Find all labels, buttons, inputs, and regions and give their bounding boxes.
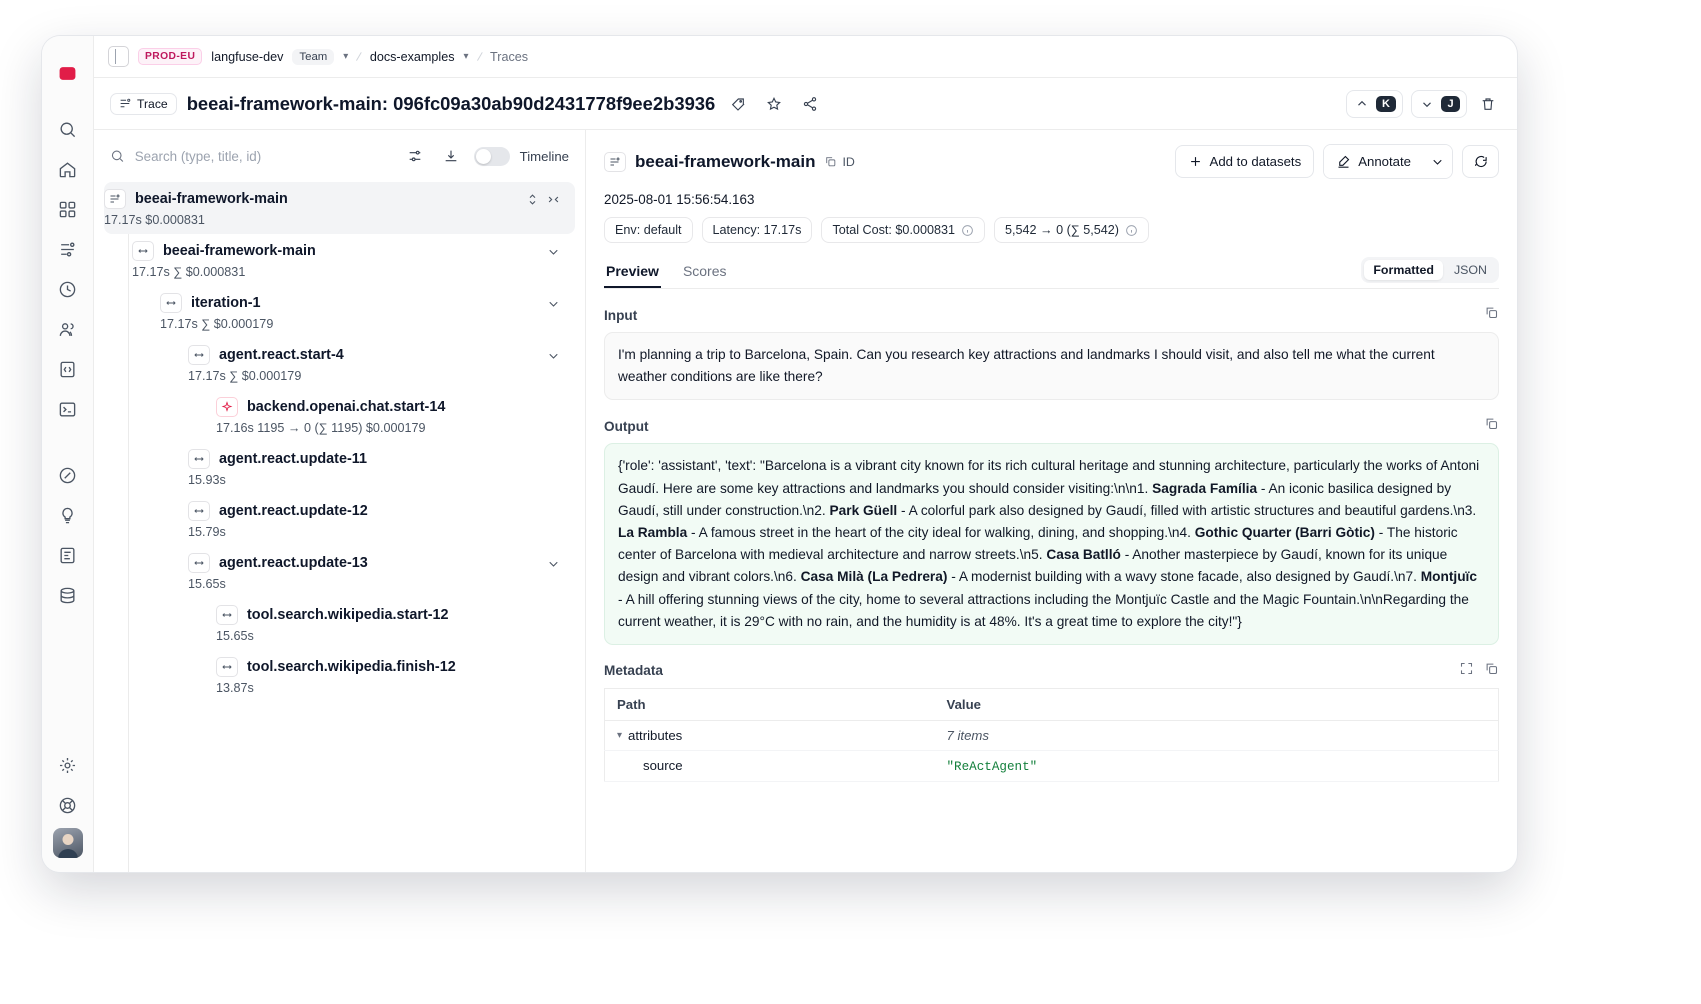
collapse-all-icon[interactable] — [546, 192, 561, 207]
arrows-icon — [188, 553, 210, 573]
stat-badge — [702, 217, 813, 243]
lightbulb-icon[interactable] — [51, 498, 85, 532]
tree-node-label: agent.react.start-4 — [219, 347, 344, 363]
metadata-path: source — [643, 758, 683, 774]
trace-header — [94, 78, 1517, 130]
support-icon[interactable] — [51, 788, 85, 822]
next-trace-button[interactable] — [1411, 90, 1467, 118]
users-icon[interactable] — [51, 312, 85, 346]
metadata-header-row — [605, 688, 1499, 720]
team-chip: Team — [292, 49, 334, 65]
copy-input-icon[interactable] — [1484, 305, 1499, 325]
tree-node-label: beeai-framework-main — [135, 191, 288, 207]
tree-node-label: iteration-1 — [191, 295, 261, 311]
tree-node[interactable] — [160, 286, 575, 338]
chevron-down-icon — [1430, 154, 1445, 169]
expand-metadata-icon[interactable] — [1459, 661, 1474, 681]
table-row[interactable] — [605, 720, 1499, 750]
arrows-icon — [188, 345, 210, 365]
key-previous: K — [1376, 96, 1396, 112]
history-icon[interactable] — [51, 272, 85, 306]
copy-metadata-icon[interactable] — [1484, 661, 1499, 681]
main-content — [94, 36, 1517, 872]
stat-badge — [821, 217, 985, 243]
previous-trace-button[interactable] — [1346, 90, 1403, 118]
tree-node-meta: 17.17s $0.000831 — [104, 213, 205, 227]
tree-node-label: agent.react.update-13 — [219, 555, 368, 571]
metadata-col-value: Value — [935, 688, 1499, 720]
delete-button[interactable] — [1475, 91, 1501, 117]
metadata-path: attributes — [628, 727, 683, 743]
stat-badge — [604, 217, 693, 243]
download-icon[interactable] — [438, 143, 464, 169]
detail-header — [586, 130, 1517, 289]
settings-gear-icon[interactable] — [51, 748, 85, 782]
tree-node[interactable] — [132, 234, 575, 286]
chevron-down-icon-2[interactable]: ▾ — [463, 51, 469, 62]
stat-badge — [994, 217, 1149, 243]
tree-node-label: agent.react.update-12 — [219, 503, 368, 519]
tree-node-meta: 17.17s ∑ $0.000179 — [160, 317, 274, 331]
trace-type-pill — [110, 93, 177, 115]
metadata-value: 7 items — [946, 727, 990, 743]
metadata-col-path: Path — [605, 688, 935, 720]
table-row[interactable] — [605, 750, 1499, 781]
stat-label: Env: default — [615, 223, 682, 237]
info-icon[interactable] — [1125, 224, 1138, 237]
sidebar-toggle-icon[interactable] — [108, 46, 129, 67]
bookmark-star-button[interactable] — [761, 91, 787, 117]
metadata-label: Metadata — [604, 663, 663, 679]
metadata-value: "ReActAgent" — [946, 759, 1038, 774]
detail-tabs — [604, 257, 1499, 289]
breadcrumb-separator: / — [355, 49, 363, 64]
dashboards-icon[interactable] — [51, 192, 85, 226]
page-title: beeai-framework-main: 096fc09a30ab90d2431778f9ee2b3936 — [186, 92, 716, 114]
search-field[interactable] — [110, 148, 392, 165]
playground-icon[interactable] — [51, 392, 85, 426]
annotate-button[interactable] — [1324, 145, 1423, 178]
arrows-icon — [132, 241, 154, 261]
tree-node-meta: 13.87s — [216, 681, 254, 695]
tab-preview[interactable]: Preview — [604, 257, 661, 288]
timeline-toggle[interactable] — [474, 147, 510, 166]
tree-node-meta: 17.16s 1195 → 0 (∑ 1195) $0.000179 — [216, 421, 426, 435]
tree-node-meta: 17.17s ∑ $0.000831 — [132, 265, 246, 279]
search-input[interactable] — [133, 148, 392, 165]
tree-node[interactable] — [188, 546, 575, 598]
split-view — [94, 130, 1517, 872]
tracing-icon[interactable] — [51, 232, 85, 266]
add-to-datasets-button[interactable] — [1175, 145, 1315, 178]
stat-label: Total Cost: $0.000831 — [832, 223, 955, 237]
arrows-icon — [216, 657, 238, 677]
annotate-button-group — [1323, 144, 1453, 179]
metadata-path-cell — [617, 728, 923, 743]
add-to-datasets-label: Add to datasets — [1209, 154, 1302, 169]
tree-node-meta: 15.65s — [216, 629, 254, 643]
tree-node[interactable] — [216, 390, 575, 442]
tree-node[interactable] — [216, 650, 575, 702]
logo-icon[interactable] — [51, 56, 85, 90]
breadcrumb-page[interactable]: Traces — [490, 49, 529, 64]
metadata-table — [604, 688, 1499, 782]
arrows-icon — [160, 293, 182, 313]
input-content: I'm planning a trip to Barcelona, Spain. Can you research key attractions and landmarks I should visit, and also tell me what the current weather conditions are like there? — [604, 332, 1499, 400]
observation-tree-panel — [94, 130, 586, 872]
metadata-path-cell — [617, 758, 923, 773]
annotate-dropdown-button[interactable] — [1423, 145, 1452, 178]
id-label: ID — [842, 154, 855, 169]
key-next: J — [1441, 96, 1460, 112]
tree-node-meta: 17.17s ∑ $0.000179 — [188, 369, 302, 383]
tree-node-label: backend.openai.chat.start-14 — [247, 399, 446, 415]
output-content: {'role': 'assistant', 'text': "Barcelona is a vibrant city known for its rich cultural heritage and stunning architecture, particularly the works of Antoni Gaudí. Here are some key attractions and landmarks you should consider visiting:\n\n1. Sagrada Família - An iconic basilica designed by Gaudí, still under construction.\n2. Park Güell - A colorful park also designed by Gaudí, filled with artistic structures and beautiful gardens.\n3. La Rambla - A famous street in the heart of the city ideal for walking, dining, and shopping.\n4. Gothic Quarter (Barri Gòtic) - The historic center of Barcelona with medieval architecture and narrow streets.\n5. Casa Batlló - Another masterpiece by Gaudí, known for its unique design and vibrant colors.\n6. Casa Milà (La Pedrera) - A modernist building with a wavy stone facade, also designed by Gaudí.\n7. Montjuïc - A hill offering stunning views of the city, home to several attractions including the Montjuïc Castle and the Magic Fountain.\n\nRegarding the current weather, it is 29°C with no rain, and the humidity is at 48%. It's a great time to explore the city!"} — [604, 443, 1499, 645]
tree-node[interactable] — [216, 598, 575, 650]
annotate-label: Annotate — [1358, 154, 1411, 169]
tag-button[interactable] — [725, 91, 751, 117]
breadcrumb-section[interactable]: docs-examples — [369, 49, 455, 64]
input-label: Input — [604, 307, 638, 323]
tree-node-meta: 15.79s — [188, 525, 226, 539]
tag-icon — [104, 189, 126, 209]
detail-panel — [586, 130, 1517, 872]
copy-id-button[interactable] — [824, 155, 854, 169]
arrows-icon — [188, 449, 210, 469]
chevron-down-icon[interactable] — [546, 348, 561, 363]
tree-toolbar — [94, 130, 585, 182]
arrows-icon — [216, 605, 238, 625]
tree-node-label: tool.search.wikipedia.start-12 — [247, 607, 449, 623]
tree-guide-line — [128, 182, 129, 872]
breadcrumb-project[interactable]: langfuse-dev — [211, 49, 284, 64]
home-icon[interactable] — [51, 152, 85, 186]
chevron-down-icon[interactable]: ▾ — [343, 51, 349, 62]
expand-all-icon[interactable] — [525, 192, 540, 207]
view-mode-json[interactable]: JSON — [1453, 263, 1487, 277]
stat-label: Latency: 17.17s — [712, 223, 802, 237]
spark-icon — [216, 397, 238, 417]
tree-node[interactable] — [188, 442, 575, 494]
output-label: Output — [604, 418, 649, 434]
tree-node[interactable] — [188, 338, 575, 390]
observation-title: beeai-framework-main — [635, 151, 816, 171]
breadcrumb-separator-2: / — [475, 49, 483, 64]
tree-node-label: agent.react.update-11 — [219, 451, 367, 467]
tag-icon — [119, 97, 132, 110]
breadcrumb — [94, 36, 1517, 78]
icon-rail — [42, 36, 94, 872]
view-mode-formatted[interactable]: Formatted — [1364, 260, 1443, 280]
share-button[interactable] — [797, 91, 823, 117]
tree-list — [94, 182, 585, 702]
trace-pill-label: Trace — [137, 96, 168, 111]
stat-label: 5,542 → 0 (∑ 5,542) — [1004, 223, 1119, 237]
prompts-icon[interactable] — [51, 352, 85, 386]
tab-scores[interactable]: Scores — [682, 263, 727, 279]
stats-row — [604, 217, 1499, 243]
arrows-icon — [188, 501, 210, 521]
comment-button[interactable] — [1462, 145, 1499, 178]
timeline-label: Timeline — [519, 148, 569, 164]
copy-output-icon[interactable] — [1484, 416, 1499, 436]
tree-node-label: tool.search.wikipedia.finish-12 — [247, 659, 456, 675]
chevron-down-icon[interactable]: ▾ — [617, 729, 623, 741]
observation-type-icon — [604, 152, 626, 172]
tree-node-label: beeai-framework-main — [163, 243, 316, 259]
trace-timestamp: 2025-08-01 15:56:54.163 — [604, 192, 755, 207]
tree-node-meta: 15.93s — [188, 473, 226, 487]
chevron-down-icon[interactable] — [546, 556, 561, 571]
chevron-down-icon[interactable] — [546, 296, 561, 311]
tree-node[interactable] — [188, 494, 575, 546]
env-badge: PROD-EU — [138, 48, 202, 65]
detail-body — [586, 289, 1517, 872]
filter-settings-icon[interactable] — [402, 143, 428, 169]
search-icon[interactable] — [51, 112, 85, 146]
app-window — [42, 36, 1517, 872]
tree-node-meta: 15.65s — [188, 577, 226, 591]
chevron-down-icon[interactable] — [546, 244, 561, 259]
search-icon — [110, 148, 125, 164]
avatar[interactable] — [53, 828, 83, 858]
info-icon[interactable] — [961, 224, 974, 237]
view-mode-switch — [1361, 257, 1499, 283]
tree-node[interactable] — [104, 182, 575, 234]
tree-scroll — [94, 182, 585, 872]
datasets-icon[interactable] — [51, 538, 85, 572]
database-icon[interactable] — [51, 578, 85, 612]
evaluation-icon[interactable] — [51, 458, 85, 492]
